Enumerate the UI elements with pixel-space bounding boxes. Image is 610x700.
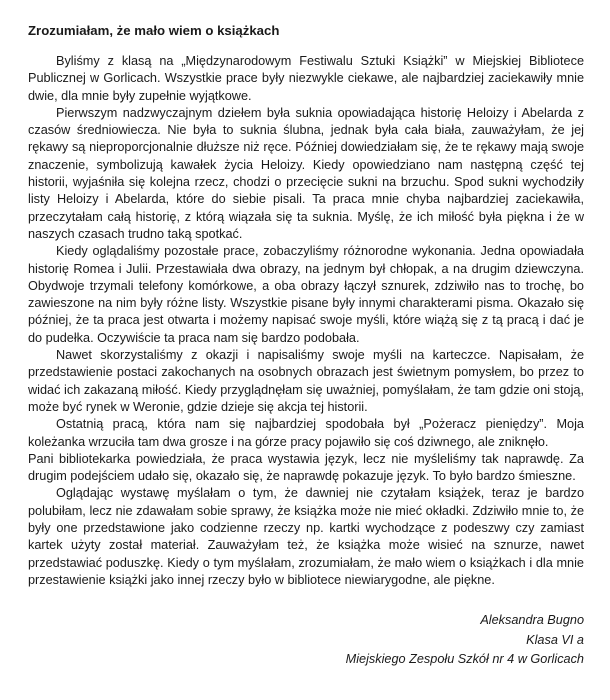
document-body (28, 53, 584, 589)
paragraph-6: Pani bibliotekarka powiedziała, że praca wystawia język, lecz nie myśleliśmy tak naprawdę. Za drugim podejściem udało się, okazało się, że naprawdę pokazuje język. To było bardzo śmieszne. (28, 451, 584, 484)
paragraph-5: Ostatnią pracą, która nam się najbardziej spodobała był „Pożeracz pieniędzy”. Moja koleżanka wrzuciła tam dwa grosze i na górze pracy pojawiło się coś dziwnego, ale zniknęło. (28, 417, 584, 449)
paragraph-2: Pierwszym nadzwyczajnym dziełem była suknia opowiadająca historię Heloizy i Abelarda z czasów średniowiecza. Nie była to suknia ślubna, jednak była cała biała, zauważyłam, że jej rękawy są nieproporcjonalnie dłuższe niż ręce. Później dowiedziałam się, że te rękawy mają swoje znaczenie, symbolizują kawałek życia Heloizy. Kiedy opowiedziano nam następną część tej historii, wyjaśniła się kolejna rzecz, chodzi o przecięcie sukni na brzuchu. Spod sukni wychodziły listy Heloizy i Abelarda, które do siebie pisali. Ta praca mnie chyba najbardziej zaciekawiła, przeczytałam całą historię, z którą wiązała się ta suknia. Myślę, że ich miłość była piękna i że w naszych czasach trudno taką spotkać. (28, 105, 584, 241)
author-class: Klasa VI a (526, 632, 584, 647)
document-title: Zrozumiałam, że mało wiem o książkach (28, 23, 280, 38)
paragraph-4: Nawet skorzystaliśmy z okazji i napisaliśmy swoje myśli na karteczce. Napisałam, że przedstawienie postaci zakochanych na osobnych obrazach jest świetnym pomysłem, bo przez to widać ich zakazaną miłość. Kiedy przyglądnęłam się uważniej, pomyślałam, że tam gdzie oni stoją, może być rynek w Weronie, gdzie dzieje się akcja tej historii. (28, 348, 584, 414)
paragraph-1: Byliśmy z klasą na „Międzynarodowym Festiwalu Sztuki Książki” w Miejskiej Bibliotece Publicznej w Gorlicach. Wszystkie prace były niezwykle ciekawe, ale najbardziej zaciekawiły mnie dwie, dla mnie były zupełnie wyjątkowe. (28, 54, 584, 103)
document-page (28, 22, 584, 670)
paragraph-3: Kiedy oglądaliśmy pozostałe prace, zobaczyliśmy różnorodne wykonania. Jedna opowiadała historię Romea i Julii. Przestawiała dwa obrazy, na jednym był chłopak, a na drugim dziewczyna. Obydwoje trzymali telefony komórkowe, a oba obrazy łączył sznurek, zdziwiło nas to trochę, bo zawieszone na nim były różne listy. Wszystkie pisane były innymi charakterami pisma. Okazało się później, że ta praca jest otwarta i możemy napisać swoje myśli, które wiążą się z tą pracą i dać je do pudełka. Oczywiście ta praca nam się bardzo podobała. (28, 244, 584, 345)
paragraph-7: Oglądając wystawę myślałam o tym, że dawniej nie czytałam książek, teraz je bardzo polubiłam, lecz nie zdawałam sobie sprawy, że książka może nie mieć okładki. Zdziwiło mnie to, że były one przedstawione jako codzienne rzeczy np. kartki wychodzące z podeszwy czy zamiast kartek użyty został materiał. Zauważyłam też, że książka może wisieć na sznurze, nawet przedstawiać poduszkę. Kiedy o tym myślałam, zrozumiałam, że mało wiem o książkach i dla mnie przestawienie książki jako innej rzeczy było w bibliotece niewiarygodne, ale piękne. (28, 486, 584, 587)
author-name: Aleksandra Bugno (480, 613, 584, 628)
author-school: Miejskiego Zespołu Szkół nr 4 w Gorlicach (345, 652, 584, 667)
signature-block (28, 611, 584, 670)
